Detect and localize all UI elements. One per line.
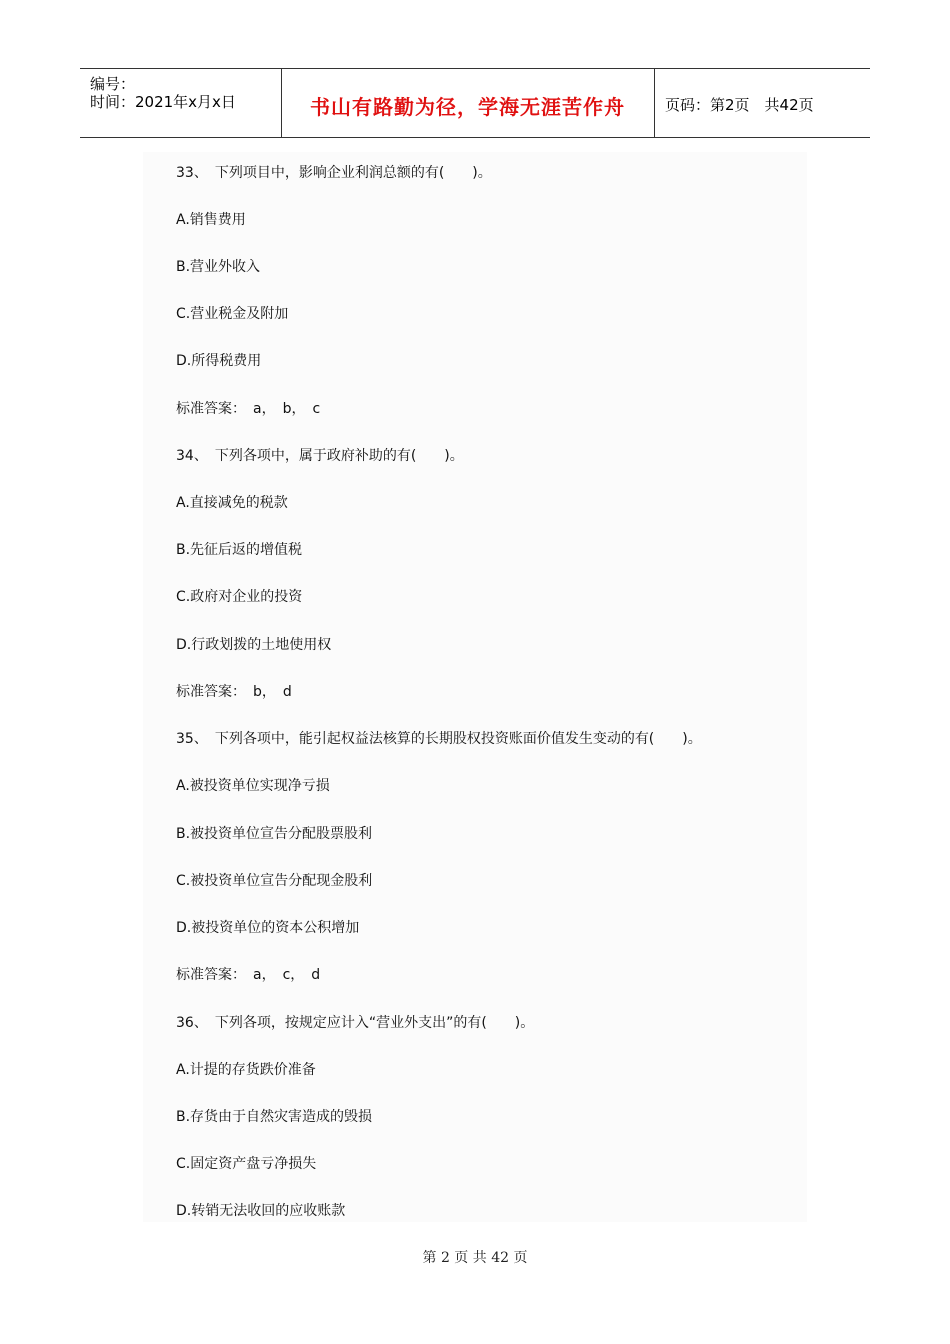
question-35-stem: 35、 下列各项中，能引起权益法核算的长期股权投资账面价值发生变动的有( )。 (176, 731, 702, 747)
question-35-option-c: C.被投资单位宣告分配现金股利 (176, 873, 373, 889)
question-36-option-d: D.转销无法收回的应收账款 (176, 1203, 346, 1219)
question-34-option-c: C.政府对企业的投资 (176, 589, 303, 605)
page-header (80, 68, 870, 138)
page-info: 页码：第2页 共42页 (665, 96, 814, 114)
question-33-option-d: D.所得税费用 (176, 353, 262, 369)
header-motto-cell (281, 69, 655, 137)
question-33-stem: 33、 下列项目中，影响企业利润总额的有( )。 (176, 165, 492, 181)
question-content (143, 152, 807, 1222)
question-33-option-a: A.销售费用 (176, 212, 246, 228)
document-number-label: 编号： (90, 75, 136, 93)
question-35-option-d: D.被投资单位的资本公积增加 (176, 920, 360, 936)
page-footer: 第 2 页 共 42 页 (422, 1250, 528, 1266)
question-34-option-a: A.直接减免的税款 (176, 495, 288, 511)
question-34-option-b: B.先征后返的增值税 (176, 542, 303, 558)
header-page-cell (655, 69, 870, 137)
document-date-label: 时间：2021年x月x日 (90, 93, 236, 111)
question-33-option-b: B.营业外收入 (176, 259, 261, 275)
motto-text: 书山有路勤为径，学海无涯苦作舟 (310, 95, 625, 119)
question-35-option-b: B.被投资单位宣告分配股票股利 (176, 826, 373, 842)
question-34-stem: 34、 下列各项中，属于政府补助的有( )。 (176, 448, 464, 464)
question-34-option-d: D.行政划拨的土地使用权 (176, 637, 332, 653)
question-34-answer: 标准答案： b， d (176, 684, 292, 700)
question-33-option-c: C.营业税金及附加 (176, 306, 289, 322)
question-36-option-c: C.固定资产盘亏净损失 (176, 1156, 317, 1172)
question-36-stem: 36、 下列各项，按规定应计入“营业外支出”的有( )。 (176, 1015, 535, 1031)
question-35-option-a: A.被投资单位实现净亏损 (176, 778, 330, 794)
question-35-answer: 标准答案： a， c， d (176, 967, 321, 983)
header-meta-cell (80, 69, 282, 137)
question-33-answer: 标准答案： a， b， c (176, 401, 321, 417)
question-36-option-a: A.计提的存货跌价准备 (176, 1062, 316, 1078)
question-36-option-b: B.存货由于自然灾害造成的毁损 (176, 1109, 373, 1125)
